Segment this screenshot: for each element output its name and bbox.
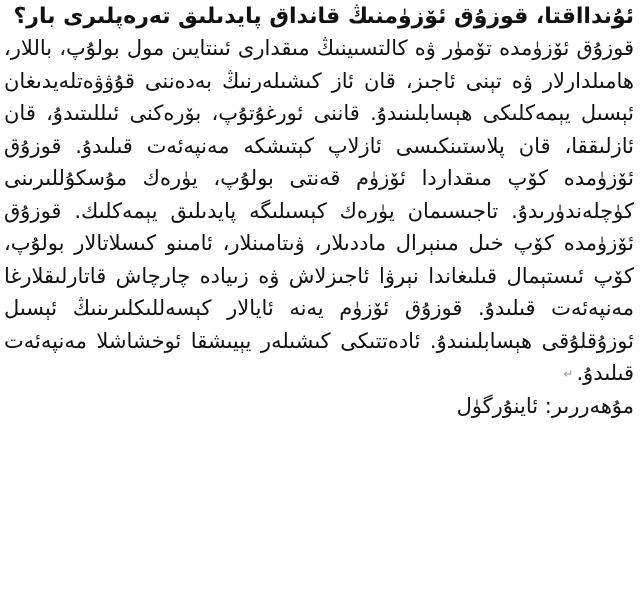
article-body-text: قوزۇق ئۆزۈمدە تۆمۈر ۋە كالتسىينىڭ مىقدارى ئىنتايىن مول بولۇپ، باللار، ھامىلدارلار ۋە تېنى ئاجىز، قان ئاز كىشىلەرنىڭ بەدەننى قۇۋۋەتلەيدىغان ئېسىل يېمەكلىكى ھېسابلىنىدۇ. قاننى ئورغۇتۇپ، بۆرەكنى ئىللىتىدۇ، قان ئازلىققا، قان پلاستىنكىسى ئازلاپ كېتىشكە مەنپەئەت قىلىدۇ. قوزۇق ئۆزۈمدە كۆپ مىقداردا ئۆزۈم قەنتى بولۇپ، يۈرەك مۇسكۇللىرىنى كۈچلەندۈرىدۇ. تاجىسىمان يۈرەك كېسىلىگە پايدىلىق يېمەكلىك. قوزۇق ئۆزۈمدە كۆپ خىل مىنېرال ماددىلار، ۋىتامىنلار، ئامىنو كىسلاتالار بولۇپ، كۆپ ئىستېمال قىلىغاندا نېرۋا ئاجىزلاش ۋە زىيادە چارچاش قاتارلىقلارغا مەنپەئەت قىلىدۇ. قوزۇق ئۆزۈم يەنە ئايالار كېسەللىكلىرىنىڭ ئېسىل ئوزۇقلۇقى ھېسابلىنىدۇ. ئادەتتىكى كىشىلەر يېيىشقا ئوخشاشلا مەنپەئەت قىلىدۇ. [4, 36, 634, 385]
article-body [4, 32, 634, 390]
article-title: ئۇندااقتا، قوزۇق ئۆزۈمنىڭ قانداق پايدىلىق تەرەپلىرى بار؟ [13, 4, 634, 29]
paragraph-mark-icon: ↵ [563, 367, 574, 381]
article-byline: مۇھەررىر: ئاينۇرگۈل [456, 393, 634, 418]
